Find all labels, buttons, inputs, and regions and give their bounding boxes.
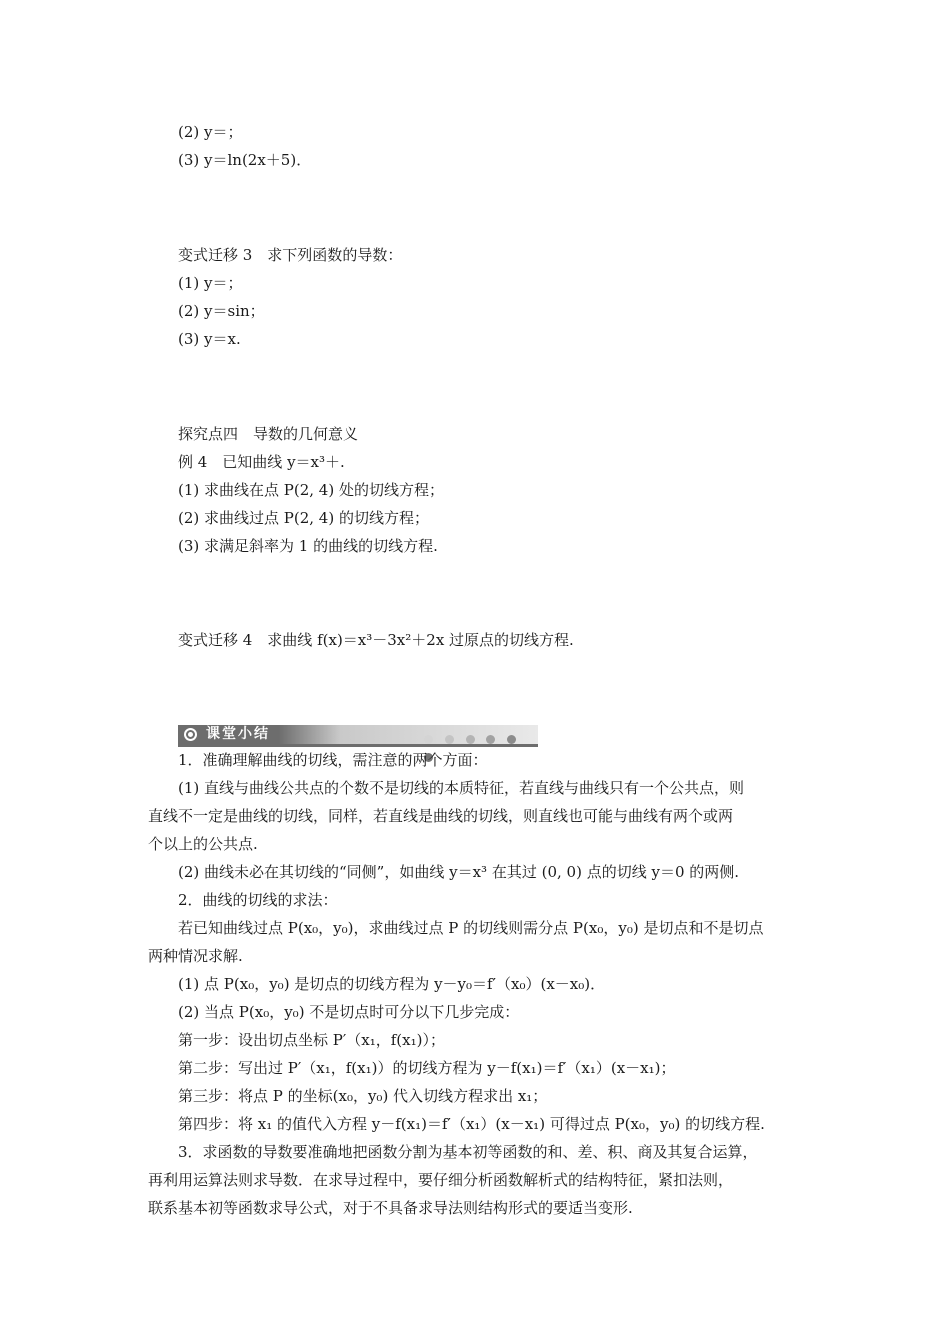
summary-banner bbox=[178, 725, 538, 744]
summary-line: (2) 当点 P(x₀，y₀) 不是切点时可分以下几步完成： bbox=[178, 1003, 520, 1021]
summary-line: 直线不一定是曲线的切线，同样，若直线是曲线的切线，则直线也可能与曲线有两个或两 bbox=[148, 807, 734, 825]
banner-dot bbox=[424, 735, 433, 744]
summary-line: (1) 直线与曲线公共点的个数不是切线的本质特征，若直线与曲线只有一个公共点，则 bbox=[178, 779, 745, 797]
summary-line: 1．准确理解曲线的切线，需注意的两个方面： bbox=[178, 751, 488, 769]
summary-line: 两种情况求解. bbox=[148, 947, 243, 965]
summary-line: 2．曲线的切线的求法： bbox=[178, 891, 338, 909]
summary-line: 若已知曲线过点 P(x₀，y₀)，求曲线过点 P 的切线则需分点 P(x₀，y₀) 是切点和不是切点 bbox=[178, 919, 764, 937]
exercise-line-3: (3) y＝ln(2x＋5)． bbox=[178, 151, 312, 169]
example4-statement: 例 4 已知曲线 y＝x³＋. bbox=[178, 453, 345, 471]
summary-line: 第四步：将 x₁ 的值代入方程 y－f(x₁)＝f′（x₁）(x－x₁) 可得过点 P(x₀，y₀) 的切线方程. bbox=[178, 1115, 765, 1133]
summary-line: 个以上的公共点. bbox=[148, 835, 258, 853]
exercise-line-2: (2) y＝； bbox=[178, 123, 243, 141]
summary-line: 3．求函数的导数要准确地把函数分割为基本初等函数的和、差、积、商及其复合运算， bbox=[178, 1143, 758, 1161]
example4-item-3: (3) 求满足斜率为 1 的曲线的切线方程. bbox=[178, 537, 438, 555]
summary-line: 第二步：写出过 P′（x₁，f(x₁)）的切线方程为 y－f(x₁)＝f′（x₁）(x－x₁)； bbox=[178, 1059, 676, 1077]
example4-item-1: (1) 求曲线在点 P(2, 4) 处的切线方程； bbox=[178, 481, 444, 499]
summary-line: 第三步：将点 P 的坐标(x₀，y₀) 代入切线方程求出 x₁； bbox=[178, 1087, 548, 1105]
banner-dot bbox=[466, 735, 475, 744]
banner-dot bbox=[445, 735, 454, 744]
summary-line: 再利用运算法则求导数．在求导过程中，要仔细分析函数解析式的结构特征，紧扣法则， bbox=[148, 1171, 734, 1189]
variant3-heading: 变式迁移 3 求下列函数的导数： bbox=[178, 246, 403, 264]
example4-item-2: (2) 求曲线过点 P(2, 4) 的切线方程； bbox=[178, 509, 429, 527]
variant4-text: 变式迁移 4 求曲线 f(x)＝x³－3x²＋2x 过原点的切线方程. bbox=[178, 631, 574, 649]
summary-line: 联系基本初等函数求导公式，对于不具备求导法则结构形式的要适当变形. bbox=[148, 1199, 633, 1217]
summary-line: (1) 点 P(x₀，y₀) 是切点的切线方程为 y－y₀＝f′（x₀）(x－x₀)． bbox=[178, 975, 606, 993]
circle-bullet-icon bbox=[184, 728, 197, 741]
explore4-heading: 探究点四 导数的几何意义 bbox=[178, 425, 359, 443]
summary-banner-underline bbox=[178, 744, 538, 747]
summary-banner-title: 课堂小结 bbox=[206, 726, 270, 742]
variant3-item-3: (3) y＝x. bbox=[178, 330, 241, 348]
summary-line: (2) 曲线未必在其切线的“同侧”，如曲线 y＝x³ 在其过 (0, 0) 点的切线 y＝0 的两侧. bbox=[178, 863, 740, 881]
summary-line: 第一步：设出切点坐标 P′（x₁，f(x₁)）； bbox=[178, 1031, 445, 1049]
variant3-item-2: (2) y＝sin； bbox=[178, 302, 265, 320]
variant3-item-1: (1) y＝； bbox=[178, 274, 243, 292]
banner-dot bbox=[507, 735, 516, 744]
banner-dot bbox=[486, 735, 495, 744]
